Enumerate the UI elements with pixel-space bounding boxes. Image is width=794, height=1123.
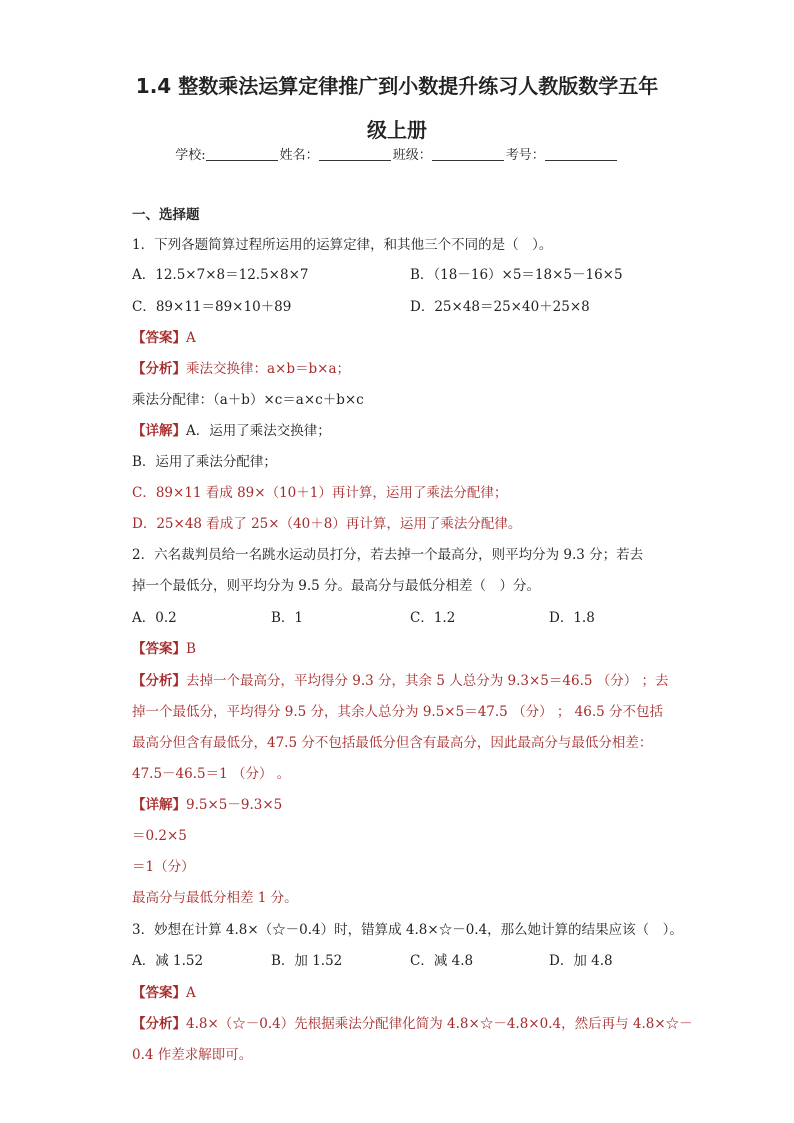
detail-text: 9.5×5－9.3×5 <box>186 797 283 813</box>
q2-analysis-line2: 掉一个最低分，平均得分 9.5 分，其余人总分为 9.5×5＝47.5 （分） ； 46.5 分不包括 <box>132 704 663 720</box>
analysis-text: 4.8×（☆－0.4）先根据乘法分配律化简为 4.8×☆－4.8×0.4，然后再与 4.8×☆－ <box>186 1016 693 1032</box>
q2-detail-line4: 最高分与最低分相差 1 分。 <box>132 890 298 906</box>
q2-analysis-line1 <box>132 672 669 690</box>
q1-detail-line2: B．运用了乘法分配律； <box>132 454 277 470</box>
detail-tag: 【详解】 <box>132 797 186 813</box>
answer-tag: 【答案】 <box>132 985 186 1001</box>
name-label: 姓名： <box>279 148 319 163</box>
q1-detail-line3: C．89×11 看成 89×（10＋1）再计算，运用了乘法分配律； <box>132 485 508 501</box>
analysis-text: 去掉一个最高分，平均得分 9.3 分，其余 5 人总分为 9.3×5＝46.5 （分） ；去 <box>186 673 669 689</box>
q1-option-d: D．25×48＝25×40＋25×8 <box>410 299 590 315</box>
q2-option-d: D．1.8 <box>549 610 595 626</box>
school-blank <box>206 148 278 161</box>
name-blank <box>319 148 391 161</box>
q3-option-a: A．减 1.52 <box>132 953 204 969</box>
document-title-line2: 级上册 <box>367 118 427 142</box>
q2-analysis-line4: 47.5－46.5＝1 （分） 。 <box>132 766 291 782</box>
q2-option-a: A．0.2 <box>132 610 177 626</box>
q3-analysis-line1 <box>132 1015 693 1033</box>
q1-analysis-line1 <box>132 360 350 378</box>
q1-option-a: A．12.5×7×8＝12.5×8×7 <box>132 267 309 283</box>
answer-value: A <box>186 330 196 346</box>
analysis-tag: 【分析】 <box>132 361 186 377</box>
q2-option-c: C．1.2 <box>410 610 456 626</box>
q1-option-b: B．（18－16）×5＝18×5－16×5 <box>410 267 623 283</box>
q3-option-b: B．加 1.52 <box>271 953 343 969</box>
section-heading: 一、选择题 <box>132 207 200 223</box>
q1-detail-line1 <box>132 422 331 440</box>
class-label: 班级： <box>392 148 432 163</box>
q2-detail-line2: ＝0.2×5 <box>132 828 187 844</box>
analysis-tag: 【分析】 <box>132 1016 186 1032</box>
analysis-tag: 【分析】 <box>132 673 186 689</box>
q2-detail-line3: ＝1（分） <box>132 859 195 875</box>
analysis-text: 乘法交换律：a×b＝b×a； <box>186 361 351 377</box>
q2-stem-line1: 2．六名裁判员给一名跳水运动员打分，若去掉一个最高分，则平均分为 9.3 分；若去 <box>132 547 644 563</box>
q1-analysis-line2: 乘法分配律：（a＋b）×c＝a×c＋b×c <box>132 392 364 408</box>
answer-tag: 【答案】 <box>132 330 186 346</box>
exam-no-label: 考号： <box>505 148 545 163</box>
q3-option-c: C．减 4.8 <box>410 953 474 969</box>
answer-tag: 【答案】 <box>132 641 186 657</box>
class-blank <box>432 148 504 161</box>
q2-stem-line2: 掉一个最低分，则平均分为 9.5 分。最高分与最低分相差（ ）分。 <box>132 578 541 594</box>
q1-stem: 1．下列各题简算过程所运用的运算定律，和其他三个不同的是（ ）。 <box>132 237 553 253</box>
exam-no-blank <box>545 148 617 161</box>
detail-text: A．运用了乘法交换律； <box>186 423 331 439</box>
q3-stem: 3．妙想在计算 4.8×（☆－0.4）时，错算成 4.8×☆－0.4，那么她计算的结果应该（ ）。 <box>132 922 683 938</box>
answer-value: A <box>186 985 196 1001</box>
document-title-line1: 1.4 整数乘法运算定律推广到小数提升练习人教版数学五年 <box>135 74 659 98</box>
q3-option-d: D．加 4.8 <box>549 953 613 969</box>
school-label: 学校: <box>175 148 206 163</box>
answer-value: B <box>186 641 196 657</box>
q2-answer <box>132 640 196 658</box>
q2-option-b: B．1 <box>271 610 304 626</box>
q1-detail-line4: D．25×48 看成了 25×（40＋8）再计算，运用了乘法分配律。 <box>132 516 522 532</box>
q1-answer <box>132 329 196 347</box>
detail-tag: 【详解】 <box>132 423 186 439</box>
q1-option-c: C．89×11＝89×10＋89 <box>132 299 292 315</box>
q3-analysis-line2: 0.4 作差求解即可。 <box>132 1047 253 1063</box>
q2-analysis-line3: 最高分但含有最低分，47.5 分不包括最低分但含有最高分，因此最高分与最低分相差： <box>132 735 653 751</box>
q2-detail-line1 <box>132 796 282 814</box>
q3-answer <box>132 984 196 1002</box>
student-info-row <box>0 144 794 163</box>
